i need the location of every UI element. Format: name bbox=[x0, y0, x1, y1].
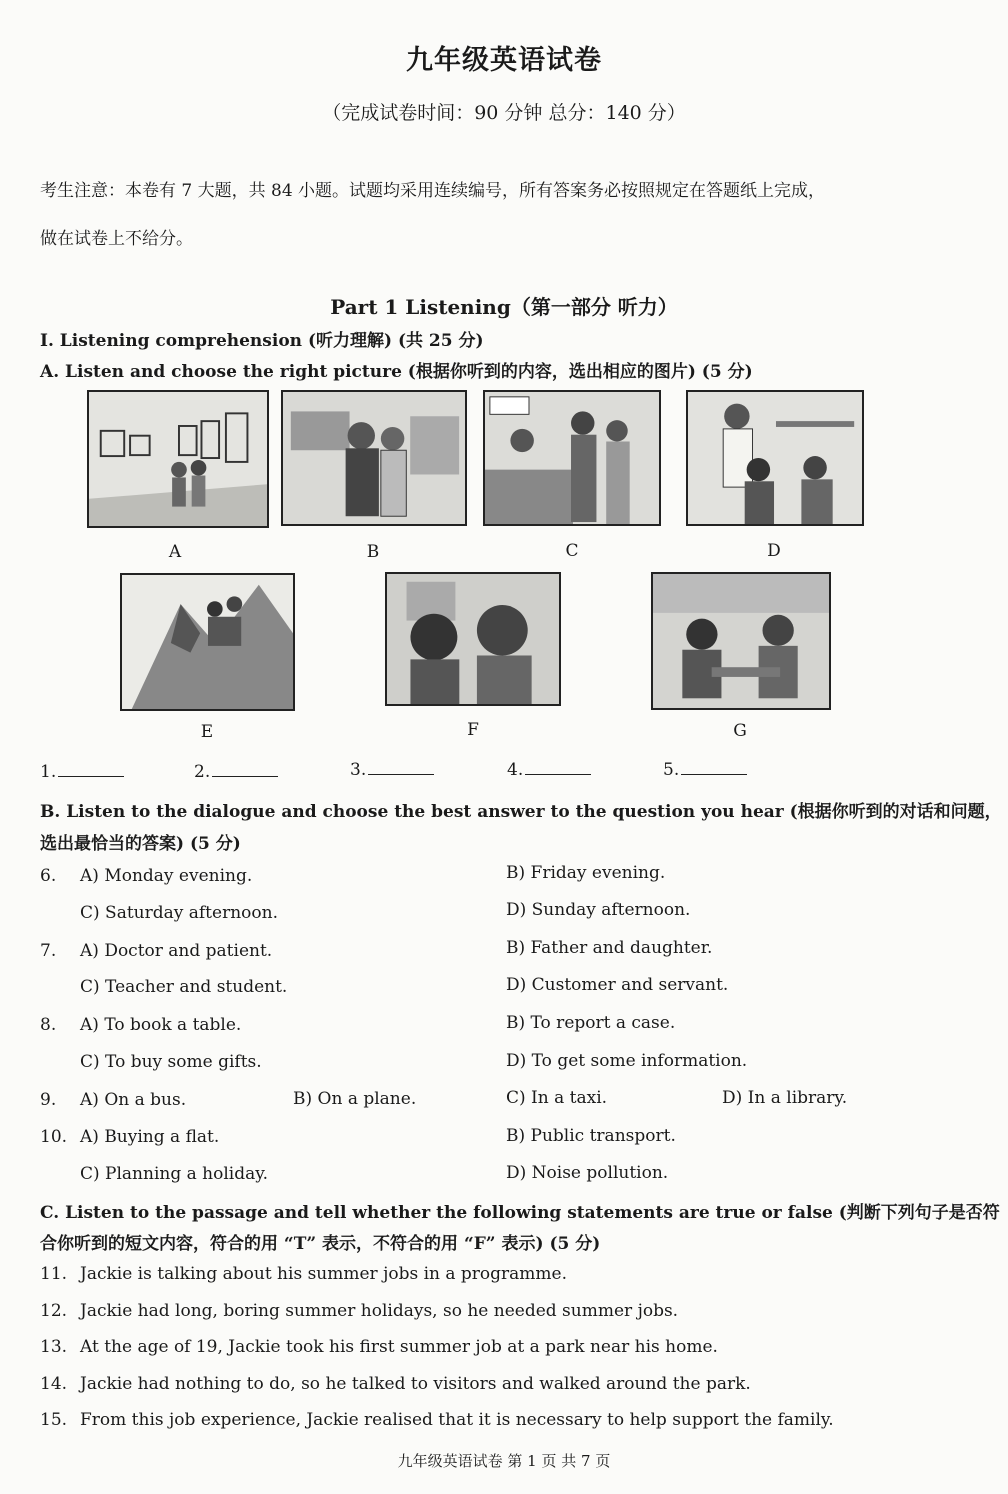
option-b[interactable]: B) On a plane. bbox=[293, 1089, 417, 1109]
option-c[interactable]: C) Planning a holiday. bbox=[80, 1164, 268, 1184]
statement-number: 15. bbox=[40, 1410, 68, 1430]
page-footer: 九年级英语试卷 第 1 页 共 7 页 bbox=[397, 1452, 611, 1470]
picture-label-a: A bbox=[168, 542, 182, 562]
statement-number: 14. bbox=[40, 1374, 68, 1394]
picture-label-c: C bbox=[565, 541, 579, 561]
option-a[interactable]: A) To book a table. bbox=[80, 1015, 242, 1035]
option-a[interactable]: A) On a bus. bbox=[80, 1090, 187, 1110]
section-a-heading: A. Listen and choose the right picture (根据你听到的内容，选出相应的图片) (5 分) bbox=[40, 362, 753, 382]
option-c[interactable]: C) Saturday afternoon. bbox=[80, 903, 278, 923]
section-b-heading-line-2: 选出最恰当的答案) (5 分) bbox=[40, 834, 241, 854]
option-a[interactable]: A) Doctor and patient. bbox=[80, 941, 273, 961]
option-c[interactable]: C) In a taxi. bbox=[506, 1088, 608, 1108]
statement-text: Jackie is talking about his summer jobs in a programme. bbox=[80, 1264, 568, 1284]
picture-f bbox=[385, 572, 561, 706]
picture-g bbox=[651, 572, 831, 710]
option-d[interactable]: D) In a library. bbox=[722, 1088, 848, 1108]
option-b[interactable]: B) Friday evening. bbox=[506, 863, 666, 883]
notice-line-1: 考生注意：本卷有 7 大题，共 84 小题。试题均采用连续编号，所有答案务必按照规定在答题纸上完成， bbox=[40, 181, 826, 201]
picture-e bbox=[120, 573, 295, 711]
part-title: Part 1 Listening（第一部分 听力） bbox=[330, 295, 678, 319]
picture-label-g: G bbox=[733, 721, 747, 741]
option-c[interactable]: C) To buy some gifts. bbox=[80, 1052, 262, 1072]
statement-number: 12. bbox=[40, 1301, 68, 1321]
option-a[interactable]: A) Monday evening. bbox=[80, 866, 253, 886]
answer-blank-2[interactable]: 2. bbox=[194, 762, 278, 782]
question-number: 9. bbox=[40, 1090, 57, 1110]
question-number: 10. bbox=[40, 1127, 68, 1147]
picture-label-b: B bbox=[366, 542, 380, 562]
picture-a bbox=[87, 390, 269, 528]
option-a[interactable]: A) Buying a flat. bbox=[80, 1127, 220, 1147]
page-title: 九年级英语试卷 bbox=[406, 45, 602, 76]
statement-number: 13. bbox=[40, 1337, 68, 1357]
section-c-heading-line-1: C. Listen to the passage and tell whether the following statements are true or false (判断下列句子是否符 bbox=[40, 1203, 1000, 1223]
picture-label-d: D bbox=[767, 541, 781, 561]
exam-info: （完成试卷时间：90 分钟 总分：140 分） bbox=[322, 102, 686, 124]
section-b-heading-line-1: B. Listen to the dialogue and choose the best answer to the question you hear (根据你听到的对话和问题， bbox=[40, 802, 1002, 822]
option-b[interactable]: B) To report a case. bbox=[506, 1013, 676, 1033]
question-number: 8. bbox=[40, 1015, 57, 1035]
option-b[interactable]: B) Public transport. bbox=[506, 1126, 676, 1146]
statement-text: Jackie had long, boring summer holidays, so he needed summer jobs. bbox=[80, 1301, 679, 1321]
section-c-heading-line-2: 合你听到的短文内容，符合的用 “T” 表示，不符合的用 “F” 表示) (5 分) bbox=[40, 1234, 601, 1254]
statement-text: Jackie had nothing to do, so he talked to visitors and walked around the park. bbox=[80, 1374, 751, 1394]
answer-blank-3[interactable]: 3. bbox=[350, 760, 434, 780]
picture-label-e: E bbox=[200, 722, 214, 742]
statement-number: 11. bbox=[40, 1264, 68, 1284]
answer-blank-5[interactable]: 5. bbox=[663, 760, 747, 780]
option-c[interactable]: C) Teacher and student. bbox=[80, 977, 288, 997]
picture-label-f: F bbox=[467, 720, 479, 740]
option-d[interactable]: D) Noise pollution. bbox=[506, 1163, 669, 1183]
option-d[interactable]: D) Sunday afternoon. bbox=[506, 900, 691, 920]
picture-c bbox=[483, 390, 661, 526]
answer-blank-1[interactable]: 1. bbox=[40, 762, 124, 782]
statement-text: At the age of 19, Jackie took his first summer job at a park near his home. bbox=[80, 1337, 718, 1357]
notice-line-2: 做在试卷上不给分。 bbox=[40, 229, 193, 249]
question-number: 7. bbox=[40, 941, 57, 961]
section-i-heading: I. Listening comprehension (听力理解) (共 25 分) bbox=[40, 331, 484, 351]
statement-text: From this job experience, Jackie realised that it is necessary to help support the family. bbox=[80, 1410, 834, 1430]
option-d[interactable]: D) Customer and servant. bbox=[506, 975, 729, 995]
option-b[interactable]: B) Father and daughter. bbox=[506, 938, 713, 958]
picture-b bbox=[281, 390, 467, 526]
picture-d bbox=[686, 390, 864, 526]
option-d[interactable]: D) To get some information. bbox=[506, 1051, 748, 1071]
question-number: 6. bbox=[40, 866, 57, 886]
answer-blank-4[interactable]: 4. bbox=[507, 760, 591, 780]
